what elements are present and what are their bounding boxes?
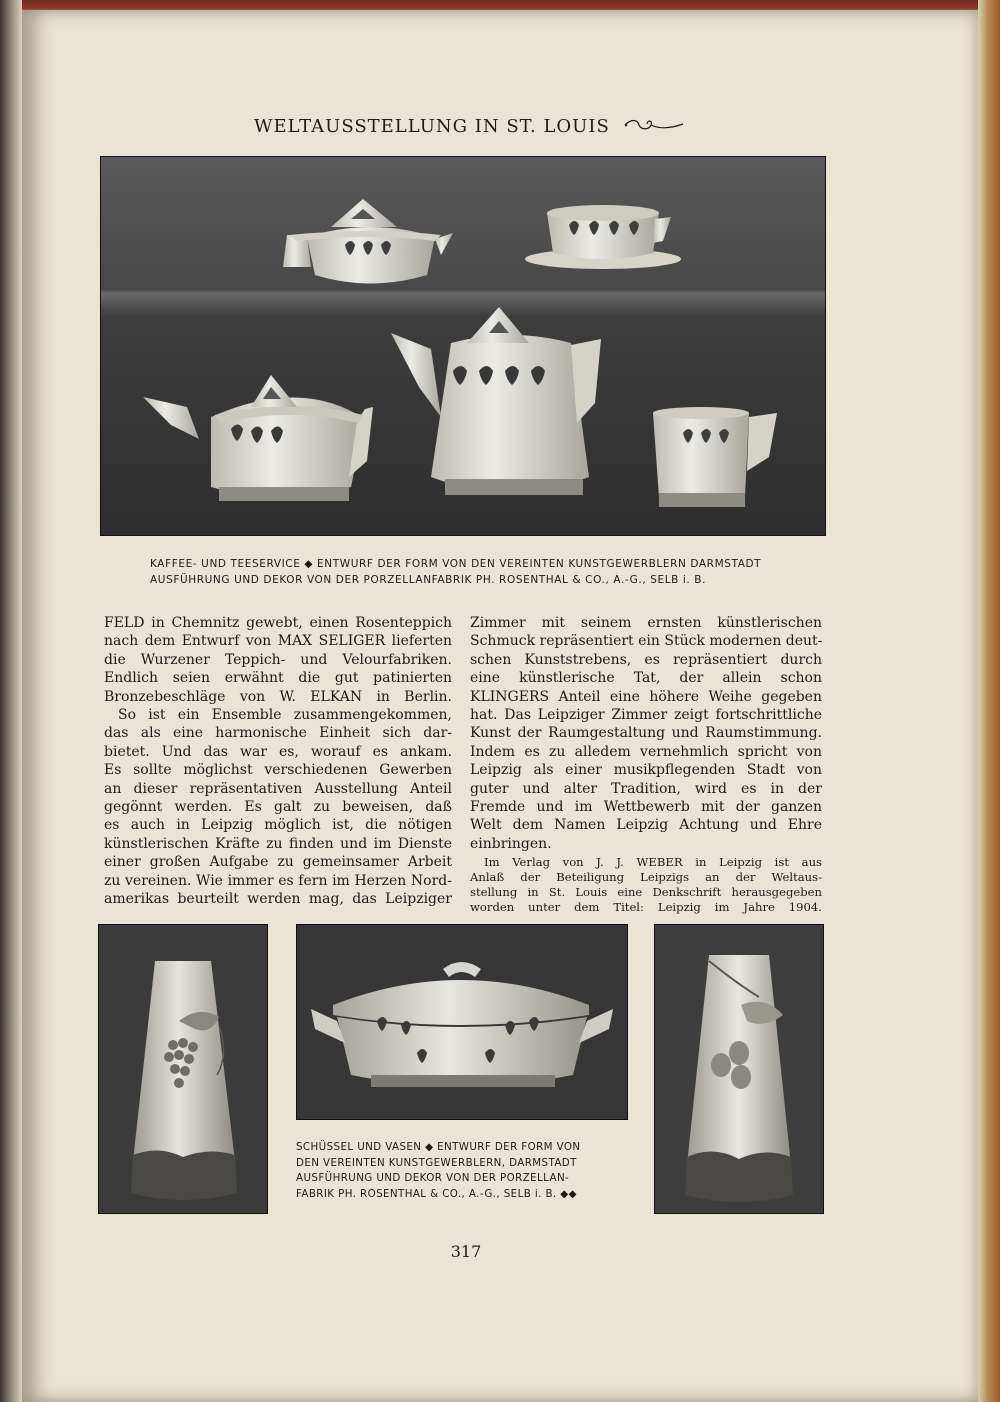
body-line: künstlerischen Kräfte zu finden und im Dienste bbox=[104, 835, 452, 852]
body-line: Es sollte möglichst verschiedenen Gewerben bbox=[104, 762, 452, 779]
body-line: Fremde und im Wettbewerb mit der ganzen bbox=[470, 799, 822, 816]
note-line: worden unter dem Titel: Leipzig im Jahre 1904. bbox=[470, 900, 822, 915]
body-line: Zimmer mit seinem ernsten künstlerischen bbox=[470, 615, 822, 631]
text-column-left bbox=[104, 614, 452, 909]
caption-line: AUSFÜHRUNG UND DEKOR VON DER PORZELLAN- bbox=[296, 1172, 570, 1184]
body-line: Welt dem Namen Leipzig Achtung und Ehre bbox=[470, 817, 822, 834]
note-line: stellung in St. Louis eine Denkschrift herausgegeben bbox=[470, 885, 822, 900]
body-line: schen Kunststrebens, es repräsentiert durch bbox=[470, 651, 822, 668]
body-line: amerikas beurteilt werden mag, das Leipziger bbox=[104, 891, 452, 908]
body-line: gegönnt werden. Es galt zu beweisen, daß bbox=[104, 799, 452, 816]
note-line: Anlaß der Beteiligung Leipzigs an der Weltaus- bbox=[470, 870, 822, 885]
publisher-note bbox=[470, 855, 822, 915]
body-line: das als eine harmonische Einheit sich dar- bbox=[104, 725, 452, 742]
body-line: hat. Das Leipziger Zimmer zeigt fortschrittliche bbox=[470, 707, 822, 724]
book-page bbox=[22, 10, 978, 1402]
book-gutter-left bbox=[0, 0, 22, 1402]
body-line: es auch in Leipzig möglich ist, die nötigen bbox=[104, 817, 452, 834]
body-line: zu vereinen. Wie immer es fern im Herzen Nord- bbox=[104, 872, 452, 889]
body-line: guter und alter Tradition, wird es in der bbox=[470, 780, 822, 797]
body-line: an dieser repräsentativen Ausstellung Anteil bbox=[104, 780, 452, 797]
caption-line: SCHÜSSEL UND VASEN ◆ ENTWURF DER FORM VON bbox=[296, 1141, 581, 1153]
body-line: einbringen. bbox=[470, 835, 552, 852]
plum-vase-photo bbox=[654, 924, 824, 1214]
top-photo-caption bbox=[150, 556, 840, 588]
caption-line: KAFFEE- UND TEESERVICE ◆ ENTWURF DER FORM VON DEN VEREINTEN KUNSTGEWERBLERN DARMSTADT bbox=[150, 558, 762, 570]
body-line: Leipzig als einer musikpflegenden Stadt von bbox=[470, 762, 822, 779]
body-line: Endlich seien erwähnt die gut patinierten bbox=[104, 670, 452, 687]
grape-vase-photo bbox=[98, 924, 268, 1214]
text-column-right bbox=[470, 614, 822, 915]
body-line: einer großen Aufgabe zu gemeinsamer Arbeit bbox=[104, 854, 452, 871]
note-line: Im Verlag von J. J. WEBER in Leipzig ist aus bbox=[484, 855, 822, 870]
body-line: Bronzebeschläge von W. ELKAN in Berlin. bbox=[104, 688, 452, 705]
scroll-flourish-icon bbox=[623, 117, 685, 138]
body-line: Kunst der Raumgestaltung und Raumstimmung. bbox=[470, 725, 822, 742]
running-header bbox=[254, 116, 714, 146]
book-edge-right bbox=[978, 0, 1000, 1402]
bottom-photos-caption bbox=[296, 1140, 636, 1202]
page-number: 317 bbox=[450, 1242, 482, 1261]
body-line: KLINGERS Anteil eine höhere Weihe gegeben bbox=[470, 688, 822, 705]
header-title: WELTAUSSTELLUNG IN ST. LOUIS bbox=[254, 116, 610, 137]
body-line: die Wurzener Teppich- und Velourfabriken. bbox=[104, 651, 452, 668]
caption-line: FABRIK PH. ROSENTHAL & CO., A.-G., SELB i. B. ◆◆ bbox=[296, 1187, 577, 1200]
body-line: nach dem Entwurf von MAX SELIGER lieferten bbox=[104, 633, 452, 650]
body-line: Schmuck repräsentiert ein Stück modernen deut- bbox=[470, 633, 823, 650]
caption-line: DEN VEREINTEN KUNSTGEWERBLERN, DARMSTADT bbox=[296, 1156, 577, 1169]
body-line: FELD in Chemnitz gewebt, einen Rosenteppich bbox=[104, 615, 452, 631]
coffee-and-tea-service-photo bbox=[100, 156, 826, 536]
body-line: eine künstlerische Tat, der allein schon bbox=[470, 670, 822, 687]
caption-line: AUSFÜHRUNG UND DEKOR VON DER PORZELLANFABRIK PH. ROSENTHAL & CO., A.-G., SELB i. B. bbox=[150, 574, 707, 586]
body-line: bietet. Und das war es, worauf es ankam. bbox=[104, 743, 452, 760]
body-line: Indem es zu alledem vernehmlich spricht von bbox=[470, 743, 822, 760]
tureen-photo bbox=[296, 924, 628, 1120]
body-line: So ist ein Ensemble zusammengekommen, bbox=[118, 707, 452, 724]
